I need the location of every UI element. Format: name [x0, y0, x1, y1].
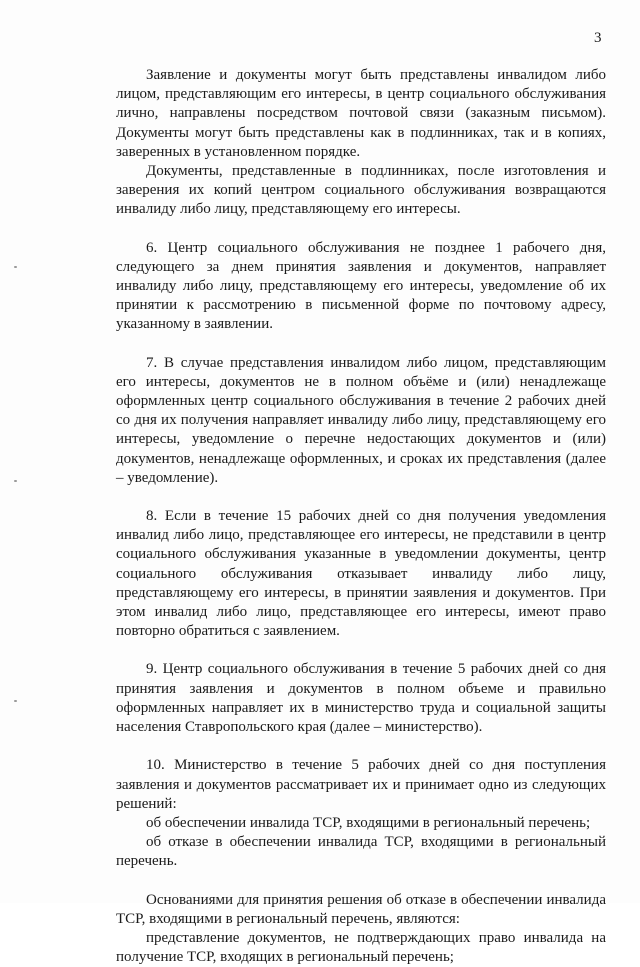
decision-option-refuse: об отказе в обеспечении инвалида ТСР, входящими в региональный перечень.: [116, 834, 606, 870]
paragraph-originals-return: Документы, представленные в подлинниках, после изготовления и заверения их копий центром социального обслуживания возвращаются инвалиду либо лицу, представляющему его интересы.: [116, 163, 606, 218]
paragraph-item-10: 10. Министерство в течение 5 рабочих дней со дня поступления заявления и документов рассматривает их и принимает одно из следующих решений:: [116, 757, 606, 812]
paragraph-gap: [116, 335, 606, 354]
scan-mark: [14, 700, 17, 702]
page-number: 3: [594, 30, 602, 46]
paragraph-gap: [116, 488, 606, 507]
paragraph-gap: [116, 641, 606, 660]
refusal-ground-item: представление документов, не подтверждающих право инвалида на получение ТСР, входящих в региональный перечень;: [116, 929, 606, 966]
paragraph-item-9: 9. Центр социального обслуживания в течение 5 рабочих дней со дня принятия заявления и документов в полном объеме и правильно оформленных направляет их в министерство труда и социальной защиты населения Ставропольского края (далее – министерство).: [116, 661, 606, 736]
paragraph-item-7: 7. В случае представления инвалидом либо лицом, представляющим его интересы, документов не в полном объёме и (или) ненадлежаще оформленных центр социального обслуживания в течение 2 рабочих дней со дня их получения направляет инвалиду либо лицу, представляющему его интересы, уведомление о перечне недостающих документов и (или) документов, ненадлежаще оформленных, и сроках их представления (далее – уведомление).: [116, 354, 606, 486]
paragraph-gap: [116, 220, 606, 239]
paragraph-refusal-grounds: Основаниями для принятия решения об отказе в обеспечении инвалида ТСР, входящими в региональный перечень, являются:: [116, 891, 606, 927]
paragraph-documents-submission: Заявление и документы могут быть представлены инвалидом либо лицом, представляющим его интересы, в центр социального обслуживания лично, направлены посредством почтовой связи (заказным письмом). Документы могут быть представлены как в подлинниках, так и в копиях, заверенных в установленном порядке.: [116, 67, 606, 160]
decision-option-provide: об обеспечении инвалида ТСР, входящими в региональный перечень;: [146, 814, 591, 831]
scan-mark: [14, 266, 17, 268]
scan-mark: [14, 480, 17, 482]
paragraph-gap: [116, 872, 606, 891]
paragraph-gap: [116, 737, 606, 756]
document-body: [116, 66, 606, 967]
paragraph-item-6: 6. Центр социального обслуживания не позднее 1 рабочего дня, следующего за днем принятия заявления и документов, направляет инвалиду либо лицу, представляющему его интересы, уведомление об их принятии к рассмотрению в письменной форме по почтовому адресу, указанному в заявлении.: [116, 239, 606, 333]
paragraph-item-8: 8. Если в течение 15 рабочих дней со дня получения уведомления инвалид либо лицо, представляющее его интересы, не представили в центр социального обслуживания указанные в уведомлении документы, центр социального обслуживания отказывает инвалиду либо лицу, представляющему его интересы, в принятии заявления и документов. При этом инвалид либо лицо, представляющее его интересы, имеют право повторно обратиться с заявлением.: [116, 508, 606, 640]
